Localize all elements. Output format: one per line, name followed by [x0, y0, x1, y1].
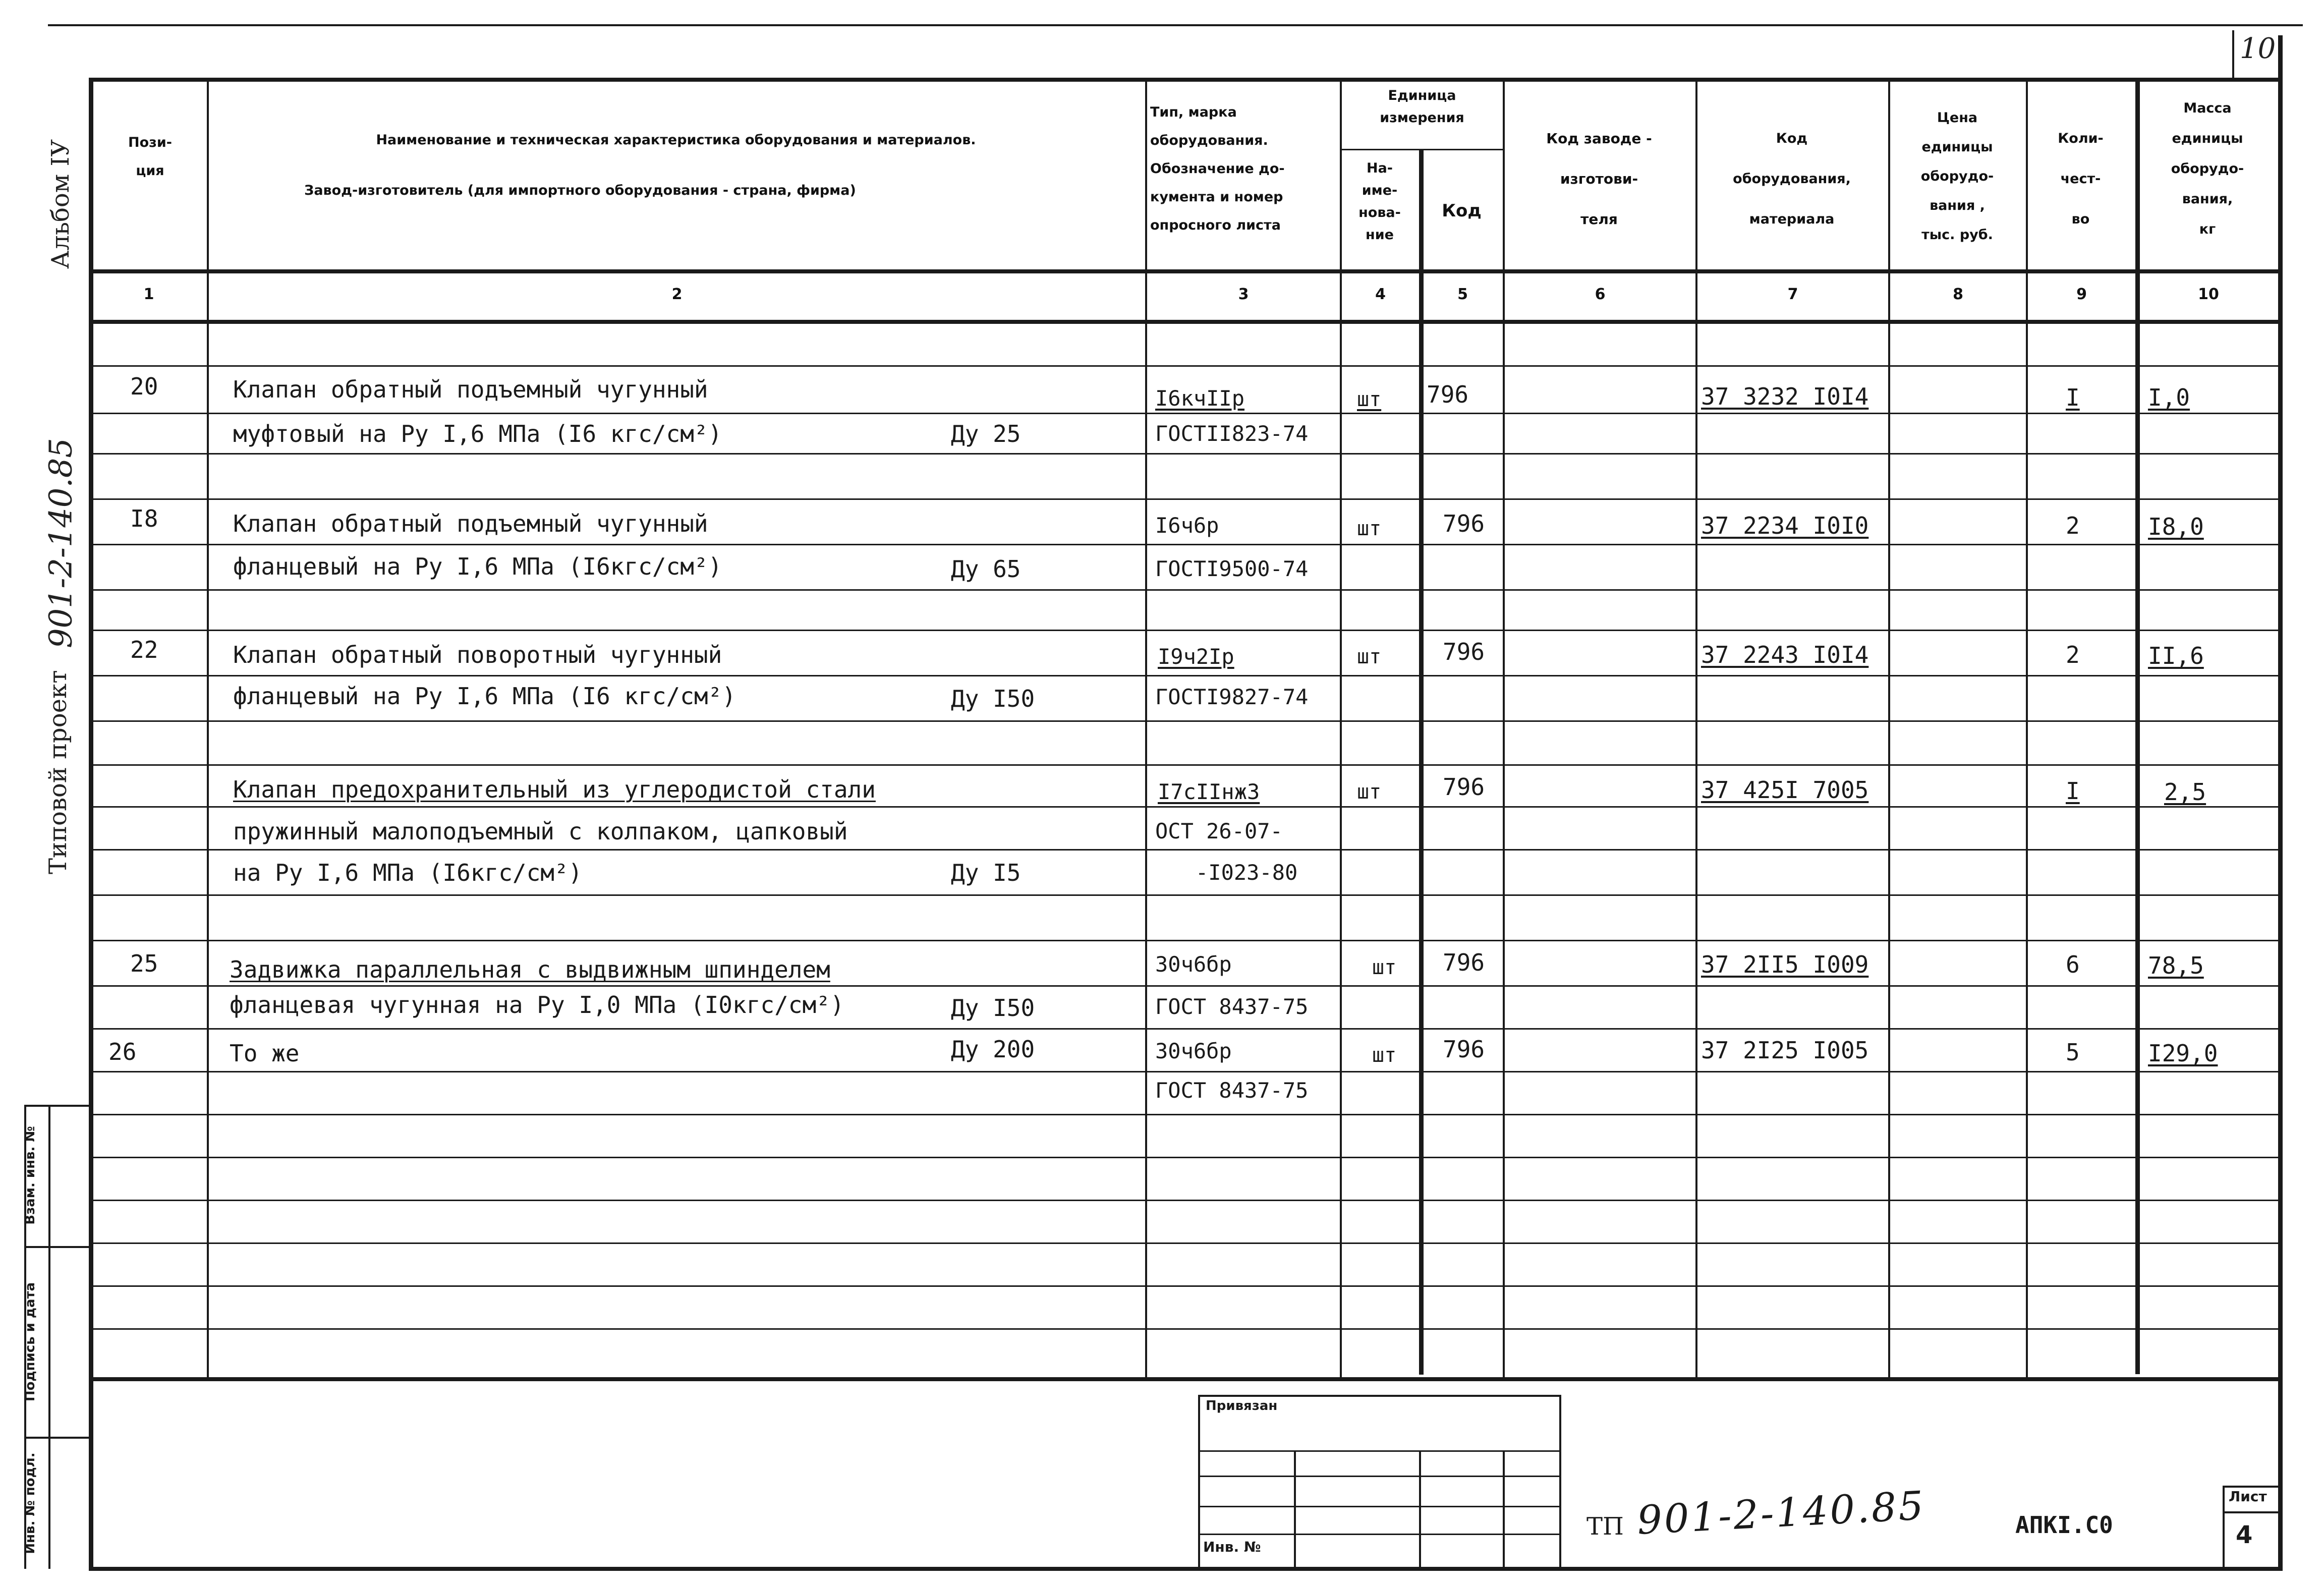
row-line	[91, 498, 2280, 500]
row-3-nominal-size: Ду I50	[951, 685, 1035, 712]
row-1-type: I6кчIIр	[1155, 386, 1245, 411]
frame-bottom-line	[89, 1567, 2280, 1571]
row-line	[91, 940, 2280, 941]
row-line	[91, 589, 2280, 591]
row-line	[91, 1028, 2280, 1030]
project-code-handwritten: 901-2-140.85	[42, 438, 79, 648]
row-line	[91, 453, 2280, 455]
row-3-name-line1: Клапан обратный поворотный чугунный	[233, 641, 722, 668]
row-line	[91, 1328, 2280, 1330]
corner-sheet-number: 10	[2240, 32, 2276, 65]
row-4-name-line1: Клапан предохранительный из углеродистой стали	[233, 776, 876, 803]
row-2-position: I8	[130, 505, 158, 532]
colnum-4: 4	[1375, 286, 1386, 303]
project-label: Типовой проект	[44, 670, 72, 874]
row-1-quantity: I	[2066, 384, 2080, 411]
row-1-position: 20	[130, 373, 158, 400]
table-top-line	[91, 78, 2280, 82]
row-5-nominal-size: Ду I50	[951, 994, 1035, 1022]
header-type: Тип, марка оборудования. Обозначение до- кумента и номер опросного листа	[1150, 104, 1285, 233]
inv-no-label: Инв. №	[1203, 1539, 1261, 1555]
stamp-inner-line	[48, 1105, 50, 1569]
colnum-5: 5	[1457, 286, 1468, 303]
col-line-8	[2026, 78, 2028, 1379]
row-5-unit: шт	[1372, 956, 1397, 979]
row-line	[91, 764, 2280, 766]
header-factory-code: Код заводе - изготови- теля	[1546, 130, 1652, 228]
stamp-vzam-inv: Взам. инв. №	[23, 1126, 38, 1225]
header-name-line2: Завод-изготовитель (для импортного оборудования - страна, фирма)	[304, 183, 856, 198]
header-bottom-line	[91, 269, 2280, 273]
row-line	[91, 1200, 2280, 1201]
col-line-7	[1888, 78, 1890, 1379]
stamp-sep-top	[24, 1105, 90, 1107]
header-equipment-code: Код оборудования, материала	[1733, 131, 1851, 227]
row-4-unit-code: 796	[1443, 773, 1485, 801]
row-3-type: I9ч2Iр	[1158, 644, 1234, 669]
privyazan-left	[1198, 1395, 1200, 1569]
header-position: Пози- ция	[128, 135, 172, 179]
table-end-line	[91, 1377, 2280, 1381]
row-6-equipment-code: 37 2I25 I005	[1701, 1037, 1869, 1064]
row-4-standard-line1: ОСТ 26-07-	[1155, 819, 1283, 843]
row-2-type: I6ч6р	[1155, 513, 1219, 538]
col-line-2	[1145, 78, 1147, 1379]
row-6-standard: ГОСТ 8437-75	[1155, 1078, 1309, 1103]
row-1-name-line1: Клапан обратный подъемный чугунный	[233, 376, 708, 403]
row-line	[91, 1157, 2280, 1158]
row-line	[91, 894, 2280, 896]
row-5-name-line2: фланцевая чугунная на Ру I,0 МПа (I0кгс/см²)	[230, 991, 844, 1018]
colnum-1: 1	[143, 286, 154, 303]
colnum-6: 6	[1595, 286, 1606, 303]
privyazan-col-3	[1503, 1450, 1505, 1569]
row-1-unit-code: 796	[1427, 381, 1469, 408]
stamp-sep-1	[24, 1246, 90, 1248]
row-2-name-line2: фланцевый на Ру I,6 МПа (I6кгс/см²)	[233, 553, 722, 580]
row-6-position: 26	[108, 1038, 137, 1065]
row-5-standard: ГОСТ 8437-75	[1155, 994, 1309, 1019]
header-unit-group-title: Единица измерения	[1380, 88, 1464, 126]
header-mass: Масса единицы оборудо- вания, кг	[2171, 100, 2244, 237]
row-line	[91, 544, 2280, 545]
col-line-4	[1419, 149, 1424, 1375]
row-4-nominal-size: Ду I5	[951, 859, 1021, 886]
row-6-nominal-size: Ду 200	[951, 1036, 1035, 1063]
tp-number: 901-2-140.85	[1636, 1483, 1927, 1544]
row-5-position: 25	[130, 950, 158, 977]
row-4-name-line2: пружинный малоподъемный с колпаком, цапковый	[233, 818, 848, 845]
row-3-position: 22	[130, 636, 158, 663]
row-5-equipment-code: 37 2II5 I009	[1701, 951, 1869, 978]
row-1-standard: ГОСТII823-74	[1155, 421, 1309, 446]
row-6-quantity: 5	[2066, 1039, 2080, 1066]
sheet-box-left	[2223, 1486, 2225, 1569]
sheet-box-top	[2223, 1486, 2279, 1488]
row-3-unit-code: 796	[1443, 638, 1485, 665]
doc-code: АПКI.С0	[2015, 1511, 2113, 1539]
header-unit-name: На- име- нова- ние	[1358, 160, 1401, 243]
row-4-unit: шт	[1357, 780, 1382, 804]
row-line	[91, 1114, 2280, 1115]
col-line-5	[1503, 78, 1505, 1379]
col-line-3	[1340, 78, 1342, 1379]
row-1-name-line2: муфтовый на Ру I,6 МПа (I6 кгс/см²)	[233, 420, 722, 447]
colnum-bottom-line	[91, 320, 2280, 324]
privyazan-row-4	[1198, 1534, 1561, 1535]
row-6-type: 30ч6бр	[1155, 1039, 1232, 1063]
row-4-name-line3: на Ру I,6 МПа (I6кгс/см²)	[233, 859, 583, 886]
top-border-line	[48, 24, 2303, 26]
row-5-mass: 78,5	[2148, 952, 2204, 979]
row-2-equipment-code: 37 2234 I0I0	[1701, 512, 1869, 539]
frame-right-line	[2278, 35, 2283, 1571]
row-2-standard: ГОСТI9500-74	[1155, 556, 1309, 581]
row-1-unit: шт	[1357, 388, 1382, 411]
col-line-9	[2135, 78, 2140, 1374]
row-6-mass: I29,0	[2148, 1040, 2218, 1067]
row-4-type: I7сIIнж3	[1158, 779, 1260, 804]
col-line-1	[207, 78, 209, 1379]
row-3-equipment-code: 37 2243 I0I4	[1701, 641, 1869, 668]
row-line	[91, 720, 2280, 722]
sheet-label: Лист	[2229, 1488, 2267, 1505]
row-2-name-line1: Клапан обратный подъемный чугунный	[233, 510, 708, 537]
row-2-unit-code: 796	[1443, 510, 1485, 537]
row-5-name-line1: Задвижка параллельная с выдвижным шпинделем	[230, 956, 830, 983]
row-4-quantity: I	[2066, 777, 2080, 805]
colnum-10: 10	[2198, 286, 2219, 303]
row-5-type: 30ч6бр	[1155, 952, 1232, 977]
row-line	[91, 365, 2280, 367]
stamp-sep-2	[24, 1437, 90, 1439]
row-3-quantity: 2	[2066, 641, 2080, 668]
row-2-unit: шт	[1357, 517, 1382, 540]
tp-prefix: ТП	[1586, 1512, 1624, 1541]
row-2-nominal-size: Ду 65	[951, 555, 1021, 583]
colnum-8: 8	[1953, 286, 1963, 303]
row-6-unit: шт	[1372, 1044, 1397, 1067]
row-line	[91, 1242, 2280, 1244]
header-price: Цена единицы оборудо- вания , тыс. руб.	[1920, 110, 1994, 243]
row-1-mass: I,0	[2148, 384, 2190, 411]
row-6-unit-code: 796	[1443, 1036, 1485, 1063]
row-3-unit: шт	[1357, 645, 1382, 668]
stamp-sign-date: Подпись и дата	[23, 1282, 38, 1402]
row-6-name-line1: То же	[230, 1040, 300, 1067]
privyazan-row-1	[1198, 1450, 1561, 1452]
row-2-quantity: 2	[2066, 512, 2080, 539]
row-4-equipment-code: 37 425I 7005	[1701, 776, 1869, 804]
row-2-mass: I8,0	[2148, 513, 2204, 540]
privyazan-top	[1198, 1395, 1561, 1397]
row-3-name-line2: фланцевый на Ру I,6 МПа (I6 кгс/см²)	[233, 683, 736, 710]
row-line	[91, 1285, 2280, 1287]
corner-box-left	[2232, 30, 2234, 79]
header-unit-code: Код	[1442, 201, 1482, 221]
row-line	[91, 675, 2280, 676]
colnum-3: 3	[1238, 286, 1249, 303]
privyazan-label: Привязан	[1206, 1398, 1278, 1413]
row-line	[91, 985, 2280, 987]
privyazan-right	[1559, 1395, 1561, 1569]
colnum-9: 9	[2076, 286, 2087, 303]
privyazan-col-1	[1294, 1450, 1296, 1569]
sheet-box-mid	[2223, 1511, 2279, 1513]
album-label: Альбом IУ	[46, 139, 75, 269]
row-4-standard-line2: -I023-80	[1196, 860, 1298, 885]
row-4-mass: 2,5	[2164, 778, 2206, 806]
privyazan-row-2	[1198, 1476, 1561, 1477]
row-5-quantity: 6	[2066, 951, 2080, 978]
privyazan-col-2	[1419, 1450, 1421, 1569]
sheet-number: 4	[2236, 1521, 2253, 1549]
header-name-line1: Наименование и техническая характеристика оборудования и материалов.	[376, 132, 976, 148]
row-1-nominal-size: Ду 25	[951, 420, 1021, 447]
row-3-mass: II,6	[2148, 642, 2204, 669]
header-quantity: Коли- чест- во	[2058, 131, 2104, 227]
row-3-standard: ГОСТI9827-74	[1155, 685, 1309, 709]
colnum-7: 7	[1787, 286, 1798, 303]
colnum-2: 2	[671, 286, 683, 303]
row-line	[91, 849, 2280, 851]
row-1-equipment-code: 37 3232 I0I4	[1701, 383, 1869, 410]
privyazan-row-3	[1198, 1506, 1561, 1507]
stamp-inv-podl: Инв. № подл.	[23, 1452, 38, 1554]
row-line	[91, 630, 2280, 631]
row-5-unit-code: 796	[1443, 949, 1485, 976]
row-line	[91, 1071, 2280, 1072]
col-line-6	[1695, 78, 1697, 1379]
